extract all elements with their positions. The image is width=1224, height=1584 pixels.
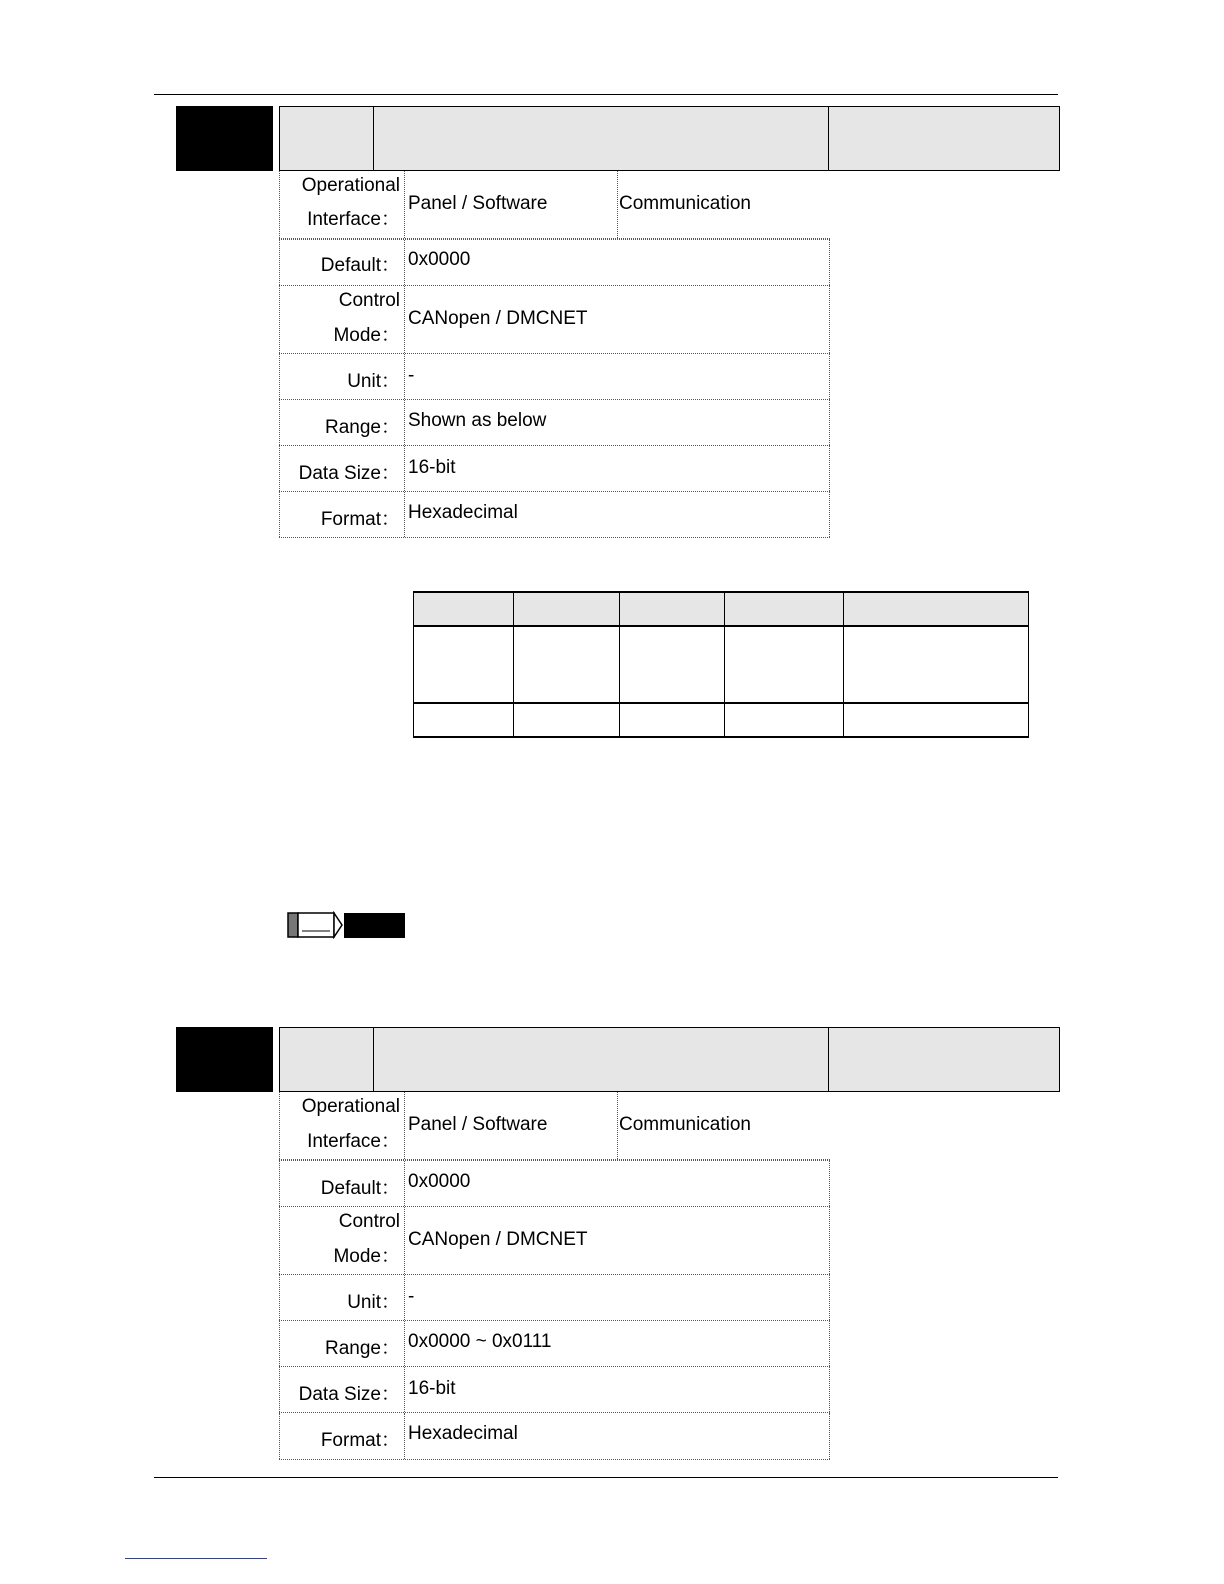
format-value: Hexadecimal xyxy=(408,1423,518,1444)
parameter-tab xyxy=(176,1027,273,1092)
row-data-size xyxy=(279,1367,830,1413)
unit-label: Unit： xyxy=(347,1292,400,1313)
range-label: Range： xyxy=(325,417,400,438)
parameter-block-2 xyxy=(176,1027,1058,1459)
row-default xyxy=(279,239,830,286)
row-data-size xyxy=(279,446,830,492)
control-mode-value: CANopen / DMCNET xyxy=(408,1229,588,1250)
parameter-tab xyxy=(176,106,273,171)
header-rule xyxy=(154,94,1058,95)
interface-value-communication: Communication xyxy=(619,193,751,214)
property-table xyxy=(279,171,830,538)
format-label: Format： xyxy=(320,509,400,530)
parameter-block-1 xyxy=(176,106,1058,536)
table-col-divider-4 xyxy=(843,591,844,738)
row-control-mode xyxy=(279,286,830,354)
range-label: Range： xyxy=(325,1338,400,1359)
default-value: 0x0000 xyxy=(408,249,471,270)
control-mode-label-line1: Control xyxy=(338,290,400,311)
row-range xyxy=(279,1321,830,1367)
row-unit xyxy=(279,1275,830,1321)
unit-value: - xyxy=(408,1286,415,1307)
row-interface xyxy=(279,171,830,239)
row-unit xyxy=(279,354,830,400)
data-size-value: 16-bit xyxy=(408,1378,456,1399)
default-value: 0x0000 xyxy=(408,1171,471,1192)
control-mode-value: CANopen / DMCNET xyxy=(408,308,588,329)
default-label: Default： xyxy=(320,1178,400,1199)
parameter-header xyxy=(279,1027,1060,1092)
interface-value-panel: Panel / Software xyxy=(408,193,548,214)
data-size-label: Data Size： xyxy=(298,463,400,484)
footer-rule xyxy=(154,1477,1058,1478)
control-mode-label-line1: Control xyxy=(338,1211,400,1232)
table-body-row-2 xyxy=(413,704,1029,738)
data-size-value: 16-bit xyxy=(408,457,456,478)
interface-label-line2: Interface： xyxy=(307,1131,400,1152)
bit-definition-table xyxy=(413,591,1029,738)
table-col-divider-3 xyxy=(724,591,725,738)
row-interface xyxy=(279,1092,830,1160)
row-format xyxy=(279,1413,830,1460)
data-size-label: Data Size： xyxy=(298,1384,400,1405)
property-table xyxy=(279,1092,830,1460)
table-body-row-1 xyxy=(413,627,1029,704)
range-value: 0x0000 ~ 0x0111 xyxy=(408,1331,552,1352)
control-mode-label-line2: Mode： xyxy=(333,1246,400,1267)
interface-value-communication: Communication xyxy=(619,1114,751,1135)
format-label: Format： xyxy=(320,1430,400,1451)
table-col-divider-2 xyxy=(619,591,620,738)
control-mode-label-line2: Mode： xyxy=(333,325,400,346)
interface-label-line1: Operational xyxy=(301,175,400,196)
row-range xyxy=(279,400,830,446)
row-default xyxy=(279,1160,830,1207)
interface-label-line1: Operational xyxy=(301,1096,400,1117)
table-col-divider-1 xyxy=(513,591,514,738)
note-pencil-icon xyxy=(286,911,406,939)
interface-label-line2: Interface： xyxy=(307,209,400,230)
default-label: Default： xyxy=(320,255,400,276)
row-format xyxy=(279,492,830,538)
unit-value: - xyxy=(408,365,415,386)
range-value: Shown as below xyxy=(408,410,547,431)
interface-value-panel: Panel / Software xyxy=(408,1114,548,1135)
parameter-header xyxy=(279,106,1060,171)
format-value: Hexadecimal xyxy=(408,502,518,523)
footer-link-underline[interactable] xyxy=(125,1558,267,1559)
row-control-mode xyxy=(279,1207,830,1275)
unit-label: Unit： xyxy=(347,371,400,392)
table-header-row xyxy=(413,591,1029,627)
